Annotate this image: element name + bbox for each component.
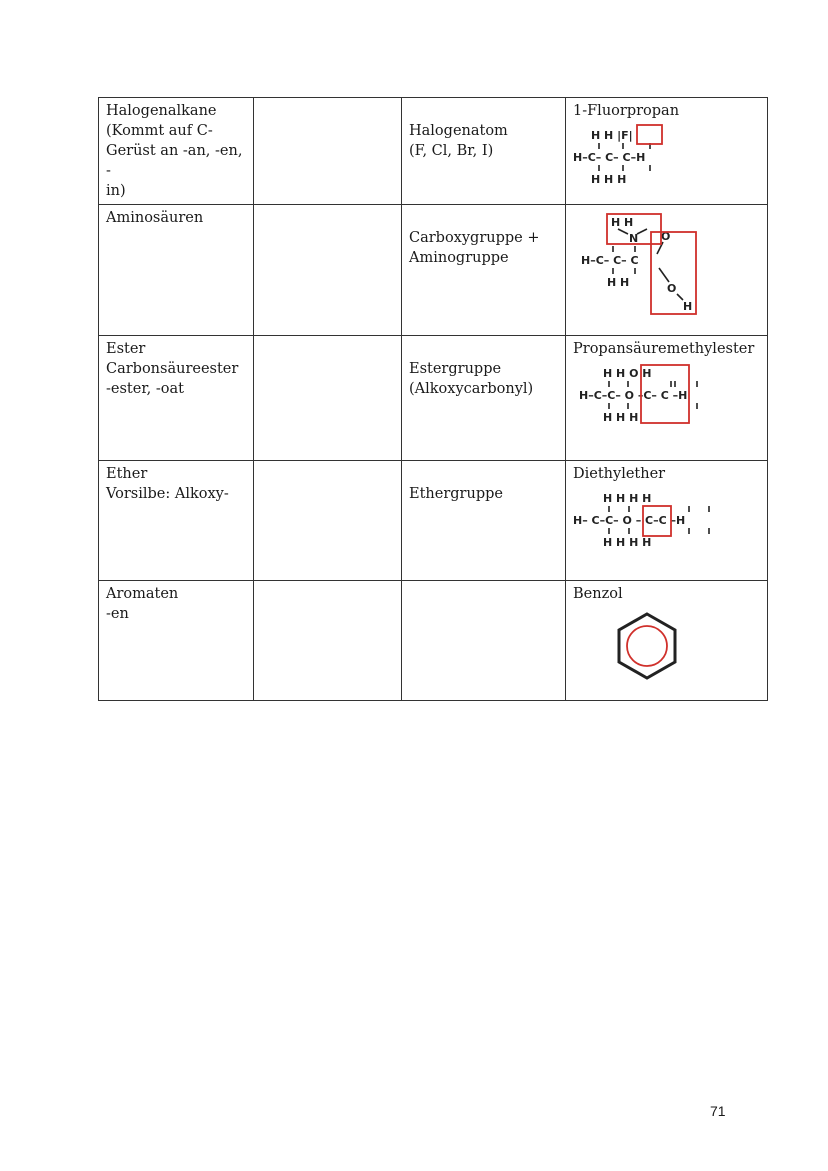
fluoropropane-structure [573,123,693,189]
suffix-cell [254,205,402,336]
functional-group-cell [402,205,566,336]
functional-groups-table [98,97,768,701]
benzene-ring [573,612,748,682]
functional-group-text: Halogenatom (F, Cl, Br, I) [409,123,508,159]
structure-bottom-row: H H H [603,411,639,424]
table-row [99,581,768,701]
suffix-cell [254,98,402,205]
fluorine-highlight-box [637,125,662,144]
aromatic-ring-circle [627,626,667,666]
structure-top-row: H H [611,216,634,229]
functional-group-cell [402,98,566,205]
structure-main-chain: H–C– C– C–H [573,151,646,164]
functional-group-text: Carboxygruppe + Aminogruppe [409,230,540,266]
functional-group-text: Estergruppe (Alkoxycarbonyl) [409,361,534,397]
functional-group-cell [402,461,566,581]
functional-group-cell [402,336,566,461]
class-name-cell: Ether Vorsilbe: Alkoxy- [99,461,254,581]
functional-group-text [409,584,558,604]
example-name: Benzol [573,586,623,602]
suffix-cell [254,461,402,581]
example-cell [566,461,768,581]
structure-top-row: H H H H [603,492,652,505]
class-name-cell: Halogenalkane (Kommt auf C- Gerüst an -an, -en, - in) [99,98,254,205]
example-name: Diethylether [573,466,666,482]
amino-acid-structure [573,212,703,316]
structure-top-row: H H O H [603,367,652,380]
class-name-cell: Ester Carbonsäureester -ester, -oat [99,336,254,461]
structure-main-chain: H– C–C– O – C–C –H [573,514,686,527]
ester-structure [573,361,748,433]
table-row [99,205,768,336]
example-name: 1-Fluorpropan [573,103,680,119]
table-row [99,336,768,461]
functional-group-text: Ethergruppe [409,486,503,502]
ether-structure [573,486,748,558]
structure-top-row: H H |F| [591,129,633,142]
carbonyl-oxygen: O [661,230,671,243]
class-name-cell: Aromaten -en [99,581,254,701]
suffix-cell [254,336,402,461]
example-cell [566,336,768,461]
structure-bottom-row: H H [607,276,630,289]
example-cell [566,98,768,205]
example-name: Propansäuremethylester [573,341,755,357]
example-cell [566,581,768,701]
class-name-cell: Aminosäuren [99,205,254,336]
hydroxyl-hydrogen: H [683,300,693,313]
structure-main-chain: H–C–C– O –C– C –H [579,389,688,402]
structure-bottom-row: H H H H [603,536,652,549]
hydroxyl-oxygen: O [667,282,677,295]
suffix-cell [254,581,402,701]
structure-bottom-row: H H H [591,173,627,186]
table-row [99,461,768,581]
page-number: 71 [710,1103,726,1119]
table-row [99,98,768,205]
amine-nitrogen: N [629,232,639,245]
functional-group-cell [402,581,566,701]
example-cell [566,205,768,336]
structure-main-chain: H–C– C– C [581,254,639,267]
